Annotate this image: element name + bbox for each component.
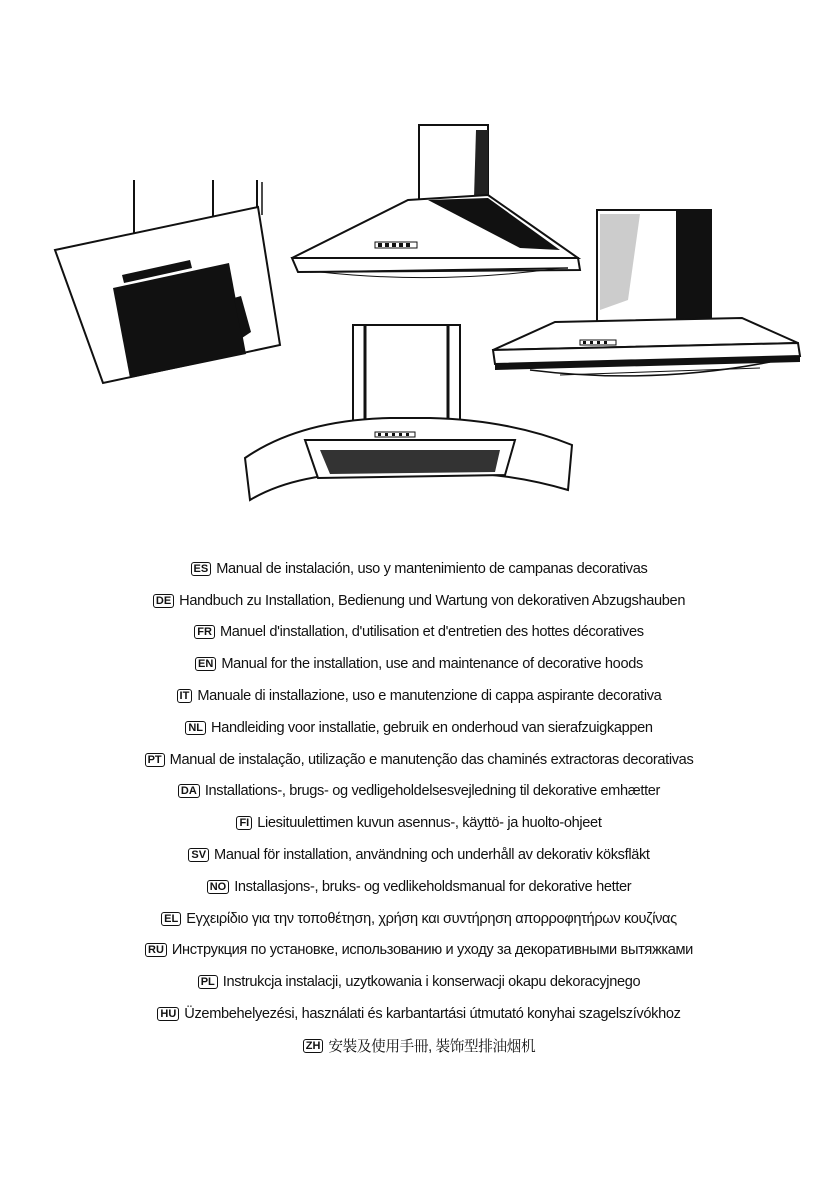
language-code-badge: FR <box>194 625 215 639</box>
manual-title-text: Handbuch zu Installation, Bedienung und Wartung von dekorativen Abzugshauben <box>179 592 686 609</box>
manual-title-de <box>0 585 838 617</box>
language-code-badge: PL <box>198 975 218 989</box>
cooker-hoods-illustration <box>0 0 838 520</box>
manual-title-text: Manual for the installation, use and maintenance of decorative hoods <box>221 656 643 673</box>
language-code-badge: ES <box>191 562 212 576</box>
language-code-badge: ZH <box>303 1039 324 1053</box>
manual-title-fr <box>0 617 838 649</box>
manual-title-text: Εγχειρίδιο για την τοποθέτηση, χρήση και συντήρηση απορροφητήρων κουζίνας <box>186 910 677 927</box>
manual-title-text: Handleiding voor installatie, gebruik en onderhoud van sierafzuigkappen <box>211 719 653 736</box>
manual-title-no <box>0 871 838 903</box>
manual-title-text: Manuel d'installation, d'utilisation et d'entretien des hottes décoratives <box>219 624 644 641</box>
language-code-badge: FI <box>236 816 252 830</box>
manual-title-text: Üzembehelyezési, használati és karbantartási útmutató konyhai szagelszívókhoz <box>184 1006 681 1023</box>
manual-title-sv <box>0 839 838 871</box>
language-code-badge: HU <box>157 1007 179 1021</box>
manual-title-zh <box>0 1030 838 1062</box>
manual-title-el <box>0 903 838 935</box>
manual-title-nl <box>0 712 838 744</box>
manual-title-ru <box>0 935 838 967</box>
manual-title-pt <box>0 744 838 776</box>
pyramid-chimney-hood-icon <box>292 125 580 278</box>
manual-title-text: Instrukcja instalacji, uzytkowania i konserwacji okapu dekoracyjnego <box>222 974 641 991</box>
language-code-badge: SV <box>188 848 209 862</box>
manual-title-text: Liesituulettimen kuvun asennus-, käyttö- ja huolto-ohjeet <box>257 815 602 832</box>
manual-title-it <box>0 680 838 712</box>
manual-title-text: Manuale di installazione, uso e manutenzione di cappa aspirante decorativa <box>197 688 662 705</box>
language-code-badge: RU <box>145 943 167 957</box>
manual-titles-list <box>0 553 838 1062</box>
manual-title-pl <box>0 966 838 998</box>
manual-title-text: Installasjons-, bruks- og vedlikeholdsmanual for dekorative hetter <box>234 878 632 895</box>
manual-title-text: Manual de instalação, utilização e manutenção das chaminés extractoras decorativas <box>169 751 694 768</box>
manual-title-da <box>0 776 838 808</box>
manual-title-hu <box>0 998 838 1030</box>
manual-title-text: Manual de instalación, uso y mantenimiento de campanas decorativas <box>216 560 648 577</box>
language-code-badge: PT <box>145 753 165 767</box>
language-code-badge: NO <box>207 880 230 894</box>
manual-title-text: Manual för installation, användning och underhåll av dekorativ köksfläkt <box>214 847 650 864</box>
language-code-badge: EL <box>161 912 181 926</box>
manual-title-text: Инструкция по установке, использованию и уходу за декоративными вытяжками <box>171 942 693 959</box>
manual-title-text: Installations-, brugs- og vedligeholdelsesvejledning til dekorative emhætter <box>204 783 661 800</box>
language-code-badge: EN <box>195 657 216 671</box>
language-code-badge: DE <box>153 594 174 608</box>
manual-title-en <box>0 648 838 680</box>
manual-title-fi <box>0 807 838 839</box>
manual-title-es <box>0 553 838 585</box>
manual-title-text: 安裝及使用手冊, 裝饰型排油烟机 <box>328 1039 536 1056</box>
language-code-badge: NL <box>185 721 206 735</box>
angled-glass-hood-icon <box>55 180 280 383</box>
language-code-badge: IT <box>177 689 193 703</box>
language-code-badge: DA <box>178 784 200 798</box>
